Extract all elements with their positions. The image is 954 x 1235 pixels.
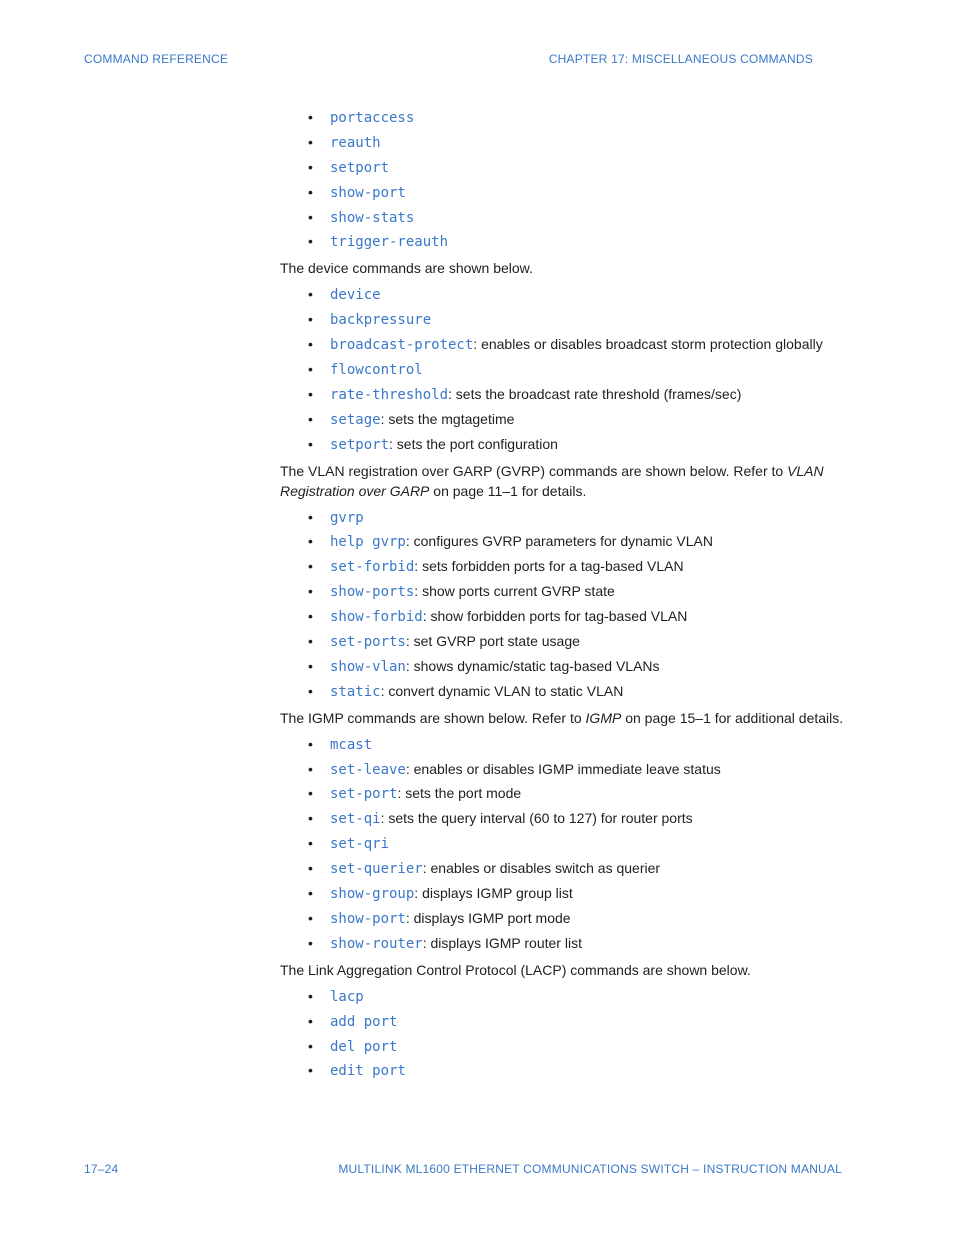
command-link[interactable]: show-router	[330, 935, 423, 952]
command-link[interactable]: set-leave	[330, 761, 406, 778]
bullet-icon: •	[308, 735, 313, 752]
command-link[interactable]: setport	[330, 159, 390, 176]
list-item	[280, 205, 850, 230]
bullet-icon: •	[308, 860, 313, 877]
bullet-icon: •	[308, 810, 313, 827]
command-link[interactable]: reauth	[330, 134, 381, 151]
bullet-icon: •	[308, 233, 313, 250]
list-item	[280, 906, 850, 931]
bullet-icon: •	[308, 785, 313, 802]
lacp-command-list	[280, 984, 850, 1084]
bullet-icon: •	[308, 361, 313, 378]
command-description: : configures GVRP parameters for dynamic VLAN	[405, 533, 713, 550]
bullet-icon: •	[308, 583, 313, 600]
running-header-section: COMMAND REFERENCE	[84, 52, 229, 66]
bullet-icon: •	[308, 1062, 313, 1079]
bullet-icon: •	[308, 133, 313, 150]
command-link[interactable]: setage	[330, 411, 381, 428]
command-link[interactable]: backpressure	[330, 312, 432, 329]
command-link[interactable]: gvrp	[330, 509, 364, 526]
bullet-icon: •	[308, 435, 313, 452]
bullet-icon: •	[308, 385, 313, 402]
list-item	[280, 357, 850, 382]
gvrp-commands-intro: The VLAN registration over GARP (GVRP) commands are shown below. Refer to VLAN Registration over GARP on page 11–1 for details.	[280, 462, 824, 499]
command-description: : show ports current GVRP state	[414, 583, 615, 600]
bullet-icon: •	[308, 311, 313, 328]
igmp-command-list	[280, 732, 850, 956]
bullet-icon: •	[308, 558, 313, 575]
command-link[interactable]: show-forbid	[330, 609, 423, 626]
list-item	[280, 180, 850, 205]
gvrp-command-list	[280, 505, 850, 704]
command-link[interactable]: show-port	[330, 910, 406, 927]
list-item	[280, 604, 850, 629]
list-item	[280, 529, 850, 554]
command-link[interactable]: show-group	[330, 886, 415, 903]
command-description: : convert dynamic VLAN to static VLAN	[380, 682, 624, 699]
list-item	[280, 554, 850, 579]
gvrp-section-reference: VLAN Registration over GARP	[280, 462, 824, 499]
lacp-commands-intro: The Link Aggregation Control Protocol (LACP) commands are shown below.	[280, 961, 751, 978]
igmp-commands-intro: The IGMP commands are shown below. Refer to IGMP on page 15–1 for additional details.	[280, 709, 844, 726]
command-description: : displays IGMP port mode	[405, 909, 571, 926]
command-link[interactable]: show-ports	[330, 584, 415, 601]
command-link[interactable]: set-qi	[330, 811, 381, 828]
page-number: 17–24	[84, 1162, 119, 1176]
list-item	[280, 382, 850, 407]
running-header-chapter: CHAPTER 17: MISCELLANEOUS COMMANDS	[548, 52, 813, 66]
command-description: : enables or disables IGMP immediate leave status	[405, 760, 721, 777]
bullet-icon: •	[308, 336, 313, 353]
command-link[interactable]: show-stats	[330, 209, 415, 226]
command-description: : displays IGMP router list	[422, 934, 582, 951]
bullet-icon: •	[308, 934, 313, 951]
list-item	[280, 407, 850, 432]
bullet-icon: •	[308, 760, 313, 777]
command-description: : sets the broadcast rate threshold (frames/sec)	[448, 385, 742, 402]
list-item	[280, 984, 850, 1009]
command-link[interactable]: flowcontrol	[330, 362, 423, 379]
command-link[interactable]: show-vlan	[330, 658, 406, 675]
bullet-icon: •	[308, 987, 313, 1004]
bullet-icon: •	[308, 508, 313, 525]
list-item	[280, 1034, 850, 1059]
list-item	[280, 155, 850, 180]
bullet-icon: •	[308, 183, 313, 200]
bullet-icon: •	[308, 682, 313, 699]
command-link[interactable]: rate-threshold	[330, 386, 449, 403]
bullet-icon: •	[308, 909, 313, 926]
bullet-icon: •	[308, 208, 313, 225]
igmp-section-reference: IGMP	[585, 709, 622, 726]
command-description: : sets forbidden ports for a tag-based VLAN	[414, 558, 684, 575]
device-command-list	[280, 282, 850, 456]
bullet-icon: •	[308, 158, 313, 175]
list-item	[280, 579, 850, 604]
command-link[interactable]: lacp	[330, 988, 364, 1005]
bullet-icon: •	[308, 608, 313, 625]
list-item	[280, 105, 850, 130]
command-link[interactable]: set-querier	[330, 861, 423, 878]
list-item	[280, 432, 850, 457]
list-item	[280, 881, 850, 906]
command-description: : sets the port mode	[397, 785, 522, 802]
command-link[interactable]: static	[330, 683, 381, 700]
command-link[interactable]: set-ports	[330, 634, 406, 651]
list-item	[280, 679, 850, 704]
command-link[interactable]: set-forbid	[330, 559, 415, 576]
command-link[interactable]: mcast	[330, 736, 373, 753]
command-description: : enables or disables broadcast storm protection globally	[473, 336, 823, 353]
command-link[interactable]: broadcast-protect	[330, 337, 474, 354]
command-link[interactable]: device	[330, 287, 381, 304]
list-item	[280, 781, 850, 806]
command-link[interactable]: add port	[330, 1013, 398, 1030]
list-item	[280, 732, 850, 757]
list-item	[280, 931, 850, 956]
bullet-icon: •	[308, 835, 313, 852]
bullet-icon: •	[308, 657, 313, 674]
bullet-icon: •	[308, 109, 313, 125]
command-link[interactable]: setport	[330, 436, 390, 453]
command-description: : sets the port configuration	[389, 435, 558, 452]
list-item	[280, 282, 850, 307]
command-link[interactable]: portaccess	[330, 110, 415, 126]
bullet-icon: •	[308, 1012, 313, 1029]
command-description: : sets the query interval (60 to 127) for router ports	[380, 810, 693, 827]
command-link[interactable]: set-port	[330, 786, 398, 803]
command-description: : enables or disables switch as querier	[422, 860, 661, 877]
list-item	[280, 831, 850, 856]
command-link[interactable]: help gvrp	[330, 534, 406, 551]
list-item	[280, 757, 850, 782]
bullet-icon: •	[308, 410, 313, 427]
command-link[interactable]: edit port	[330, 1063, 406, 1080]
command-description: : show forbidden ports for tag-based VLAN	[422, 608, 688, 625]
command-description: : set GVRP port state usage	[405, 633, 580, 650]
list-item	[280, 505, 850, 530]
running-footer-manual-title: MULTILINK ML1600 ETHERNET COMMUNICATIONS SWITCH – INSTRUCTION MANUAL	[338, 1162, 842, 1176]
bullet-icon: •	[308, 1037, 313, 1054]
command-link[interactable]: show-port	[330, 184, 406, 201]
list-item	[280, 307, 850, 332]
list-item	[280, 130, 850, 155]
port-command-list	[280, 105, 850, 254]
list-item	[280, 1009, 850, 1034]
command-description: : displays IGMP group list	[414, 885, 573, 902]
bullet-icon: •	[308, 286, 313, 303]
list-item	[280, 654, 850, 679]
list-item	[280, 806, 850, 831]
device-commands-intro: The device commands are shown below.	[280, 260, 533, 277]
list-item	[280, 332, 850, 357]
list-item	[280, 856, 850, 881]
list-item	[280, 1058, 850, 1083]
command-link[interactable]: set-qri	[330, 836, 390, 853]
bullet-icon: •	[308, 633, 313, 650]
list-item	[280, 629, 850, 654]
command-link[interactable]: trigger-reauth	[330, 234, 449, 251]
command-description: : sets the mgtagetime	[380, 410, 515, 427]
command-description: : shows dynamic/static tag-based VLANs	[405, 657, 660, 674]
bullet-icon: •	[308, 885, 313, 902]
command-link[interactable]: del port	[330, 1038, 398, 1055]
bullet-icon: •	[308, 533, 313, 550]
list-item	[280, 229, 850, 254]
page-content	[280, 105, 850, 1083]
